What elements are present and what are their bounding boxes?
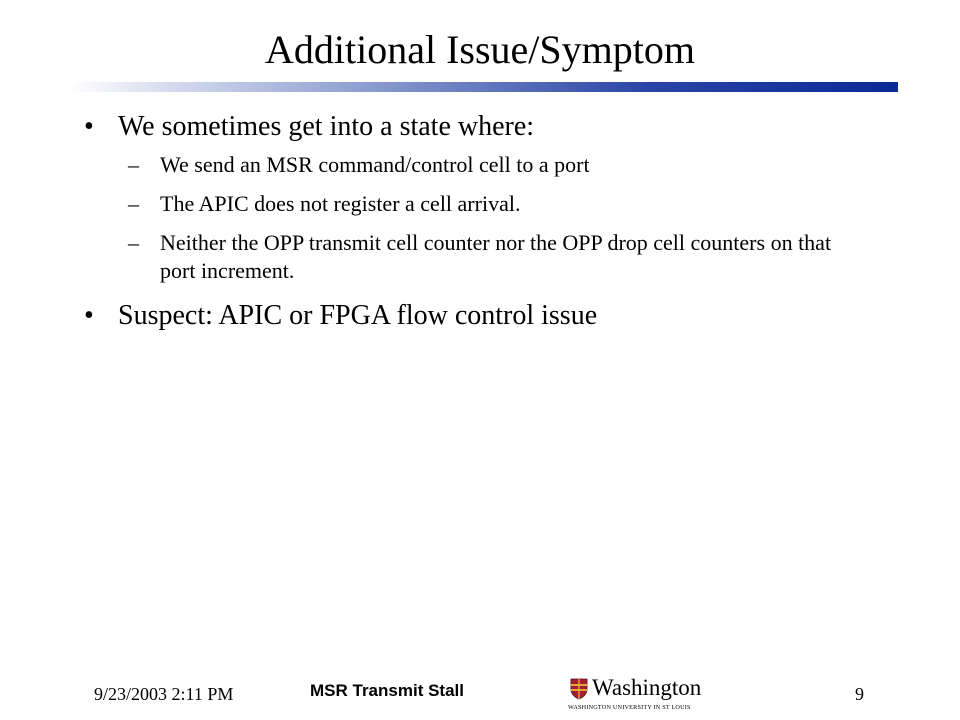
slide-title: Additional Issue/Symptom <box>265 27 695 72</box>
sub-bullet-marker: – <box>128 230 139 255</box>
title-divider <box>68 82 898 92</box>
university-logo <box>568 676 728 716</box>
footer-title: MSR Transmit Stall <box>310 681 464 700</box>
bullet-marker: • <box>84 111 94 142</box>
sub-bullet-text: The APIC does not register a cell arrival. <box>160 191 521 216</box>
page-number: 9 <box>855 684 864 704</box>
footer-date: 9/23/2003 2:11 PM <box>94 684 234 704</box>
sub-bullet-marker: – <box>128 191 139 216</box>
logo-subline: WASHINGTON UNIVERSITY IN ST LOUIS <box>568 704 691 711</box>
sub-bullet-text: We send an MSR command/control cell to a port <box>160 152 590 177</box>
bullet-text: Suspect: APIC or FPGA flow control issue <box>118 300 598 331</box>
bullet-marker: • <box>84 300 94 331</box>
logo-wordmark: Washington <box>592 675 702 700</box>
sub-bullet-text: Neither the OPP transmit cell counter nor the OPP drop cell counters on that port increment. <box>160 230 832 283</box>
bullet-text: We sometimes get into a state where: <box>118 111 535 142</box>
sub-bullet-marker: – <box>128 152 139 177</box>
university-shield-icon <box>570 678 588 700</box>
